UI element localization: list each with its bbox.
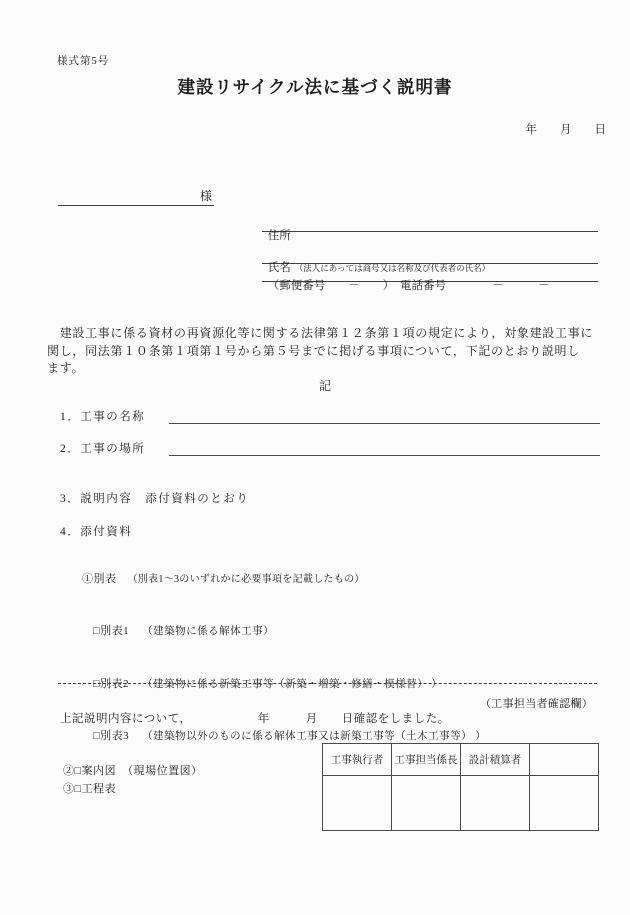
address-field bbox=[262, 215, 598, 242]
signature-header-executor: 工事執行者 bbox=[323, 744, 392, 776]
address-label: 住所 bbox=[267, 230, 291, 242]
checkbox-beppyo3-label: □別表3 bbox=[93, 730, 130, 742]
checkbox-beppyo1-desc: （建築物に係る解体工事） bbox=[142, 626, 275, 637]
signature-header-estimator: 設計積算者 bbox=[461, 744, 530, 776]
body-line: ます。 bbox=[47, 361, 85, 375]
dashed-separator bbox=[58, 683, 597, 684]
item-work-place-label: 2．工事の場所 bbox=[60, 443, 146, 455]
attachment-beppyo-head bbox=[63, 553, 486, 606]
checkbox-beppyo2 bbox=[63, 658, 486, 711]
signature-header-section-chief: 工事担当係長 bbox=[392, 744, 461, 776]
attachment-beppyo-note: （別表1～3のいずれかに必要事項を記載したもの） bbox=[127, 573, 365, 585]
item-explanation bbox=[60, 490, 600, 506]
signature-header-row bbox=[323, 744, 599, 776]
signature-cell-empty bbox=[392, 776, 461, 831]
postal-phone-field bbox=[262, 265, 598, 292]
item-work-place bbox=[60, 442, 600, 456]
signature-cell-empty bbox=[323, 776, 392, 831]
work-name-blank-line bbox=[169, 410, 600, 424]
signature-cell-empty bbox=[530, 776, 599, 831]
name-note: （法人にあっては商号又は名称及び代表者の氏名） bbox=[294, 263, 491, 273]
item-explanation-label: 3．説明内容 添付資料のとおり bbox=[60, 493, 250, 505]
checkbox-beppyo2-desc: （建築物に係る新築工事等（新築・増築・修繕・模様替） ） bbox=[142, 678, 443, 690]
item-attachments bbox=[60, 523, 600, 539]
checkbox-beppyo1 bbox=[63, 606, 486, 659]
attachment-beppyo-label: ①別表 bbox=[82, 572, 117, 585]
checkbox-schedule: ③□工程表 bbox=[63, 782, 117, 795]
addressee-field bbox=[58, 172, 214, 206]
checkbox-beppyo1-label: □別表1 bbox=[93, 625, 130, 637]
checkbox-beppyo2-label: □別表2 bbox=[93, 677, 130, 690]
name-label: 氏名 bbox=[267, 262, 291, 274]
signature-cell-empty bbox=[461, 776, 530, 831]
ki-heading: 記 bbox=[318, 378, 331, 393]
date-fields: 年 月 日 bbox=[525, 124, 606, 136]
item-attachments-label: 4．添付資料 bbox=[60, 526, 133, 538]
body-paragraph bbox=[47, 325, 603, 395]
postal-phone-label: （郵便番号 － ） 電話番号 － － bbox=[267, 280, 550, 292]
checkbox-beppyo3-desc: （建築物以外のものに係る解体工事又は新築工事等（土木工事等） ） bbox=[142, 731, 487, 742]
page-title: 建設リサイクル法に基づく説明書 bbox=[177, 77, 453, 97]
form-number: 様式第5号 bbox=[57, 56, 110, 67]
signature-header-extra bbox=[530, 744, 599, 776]
confirm-statement: 上記説明内容について， 年 月 日確認をしました。 bbox=[60, 713, 450, 725]
body-line: 関し，同法第１０条第１項第１号から第５号までに掲げる事項について，下記のとおり説明し bbox=[47, 343, 580, 358]
body-line: 建設工事に係る資材の再資源化等に関する法律第１２条第１項の規定により，対象建設工事に bbox=[47, 326, 594, 340]
addressee-suffix: 様 bbox=[199, 189, 212, 203]
name-field bbox=[262, 247, 598, 274]
signature-blank-row bbox=[323, 776, 599, 831]
confirm-column-label: （工事担当者確認欄） bbox=[480, 698, 593, 710]
item-work-name-label: 1．工事の名称 bbox=[60, 411, 146, 423]
checkbox-map: ②□案内図 （現場位置図） bbox=[63, 765, 203, 777]
item-work-name bbox=[60, 410, 600, 424]
work-place-blank-line bbox=[169, 442, 600, 456]
signature-table bbox=[322, 743, 599, 831]
